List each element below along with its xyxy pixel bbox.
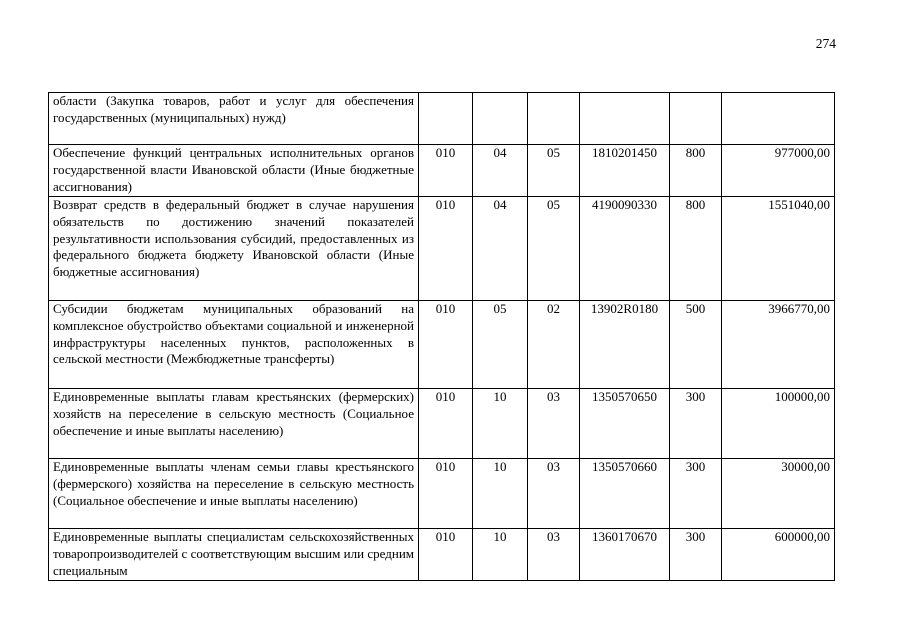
table-row xyxy=(49,529,835,581)
subsection-code: 03 xyxy=(528,459,580,529)
row-description: Единовременные выплаты главам крестьянских (фермерских) хозяйств на переселение в сельскую местность (Социальное обеспечение и иные выплаты населению) xyxy=(49,389,419,459)
subsection-code: 02 xyxy=(528,301,580,389)
target-code: 1810201450 xyxy=(580,145,670,197)
target-code: 1350570650 xyxy=(580,389,670,459)
amount xyxy=(722,93,835,145)
amount: 3966770,00 xyxy=(722,301,835,389)
row-description: Возврат средств в федеральный бюджет в случае нарушения обязательств по достижению значений показателей результативности использования субсидий, предоставленных из федерального бюджета бюджету Ивановской области (Иные бюджетные ассигнования) xyxy=(49,197,419,301)
expense-type-code: 500 xyxy=(670,301,722,389)
row-description: Субсидии бюджетам муниципальных образований на комплексное обустройство объектами социальной и инженерной инфраструктуры населенных пунктов, расположенных в сельской местности (Межбюджетные трансферты) xyxy=(49,301,419,389)
section-code: 10 xyxy=(473,459,528,529)
subsection-code: 03 xyxy=(528,529,580,581)
subsection-code: 03 xyxy=(528,389,580,459)
section-code: 10 xyxy=(473,529,528,581)
admin-code: 010 xyxy=(419,197,473,301)
subsection-code: 05 xyxy=(528,145,580,197)
admin-code: 010 xyxy=(419,145,473,197)
expense-type-code xyxy=(670,93,722,145)
section-code: 04 xyxy=(473,197,528,301)
admin-code xyxy=(419,93,473,145)
table-row xyxy=(49,145,835,197)
target-code: 1350570660 xyxy=(580,459,670,529)
target-code: 4190090330 xyxy=(580,197,670,301)
target-code: 1360170670 xyxy=(580,529,670,581)
amount: 30000,00 xyxy=(722,459,835,529)
admin-code: 010 xyxy=(419,389,473,459)
target-code xyxy=(580,93,670,145)
expense-type-code: 300 xyxy=(670,529,722,581)
amount: 100000,00 xyxy=(722,389,835,459)
subsection-code: 05 xyxy=(528,197,580,301)
table-row xyxy=(49,301,835,389)
expense-type-code: 800 xyxy=(670,197,722,301)
subsection-code xyxy=(528,93,580,145)
section-code: 10 xyxy=(473,389,528,459)
row-description: Единовременные выплаты членам семьи главы крестьянского (фермерского) хозяйства на переселение в сельскую местность (Социальное обеспечение и иные выплаты населению) xyxy=(49,459,419,529)
row-description: Единовременные выплаты специалистам сельскохозяйственных товаропроизводителей с соответствующим высшим или средним специальным xyxy=(49,529,419,581)
page-number: 274 xyxy=(815,36,836,51)
expense-type-code: 800 xyxy=(670,145,722,197)
section-code: 05 xyxy=(473,301,528,389)
table-row xyxy=(49,197,835,301)
section-code xyxy=(473,93,528,145)
target-code: 13902R0180 xyxy=(580,301,670,389)
admin-code: 010 xyxy=(419,459,473,529)
table-row xyxy=(49,459,835,529)
budget-table xyxy=(48,92,835,581)
amount: 600000,00 xyxy=(722,529,835,581)
expense-type-code: 300 xyxy=(670,459,722,529)
section-code: 04 xyxy=(473,145,528,197)
row-description: области (Закупка товаров, работ и услуг для обеспечения государственных (муниципальных) нужд) xyxy=(49,93,419,145)
admin-code: 010 xyxy=(419,529,473,581)
amount: 1551040,00 xyxy=(722,197,835,301)
table-row xyxy=(49,93,835,145)
table-row xyxy=(49,389,835,459)
admin-code: 010 xyxy=(419,301,473,389)
amount: 977000,00 xyxy=(722,145,835,197)
row-description: Обеспечение функций центральных исполнительных органов государственной власти Ивановской области (Иные бюджетные ассигнования) xyxy=(49,145,419,197)
expense-type-code: 300 xyxy=(670,389,722,459)
